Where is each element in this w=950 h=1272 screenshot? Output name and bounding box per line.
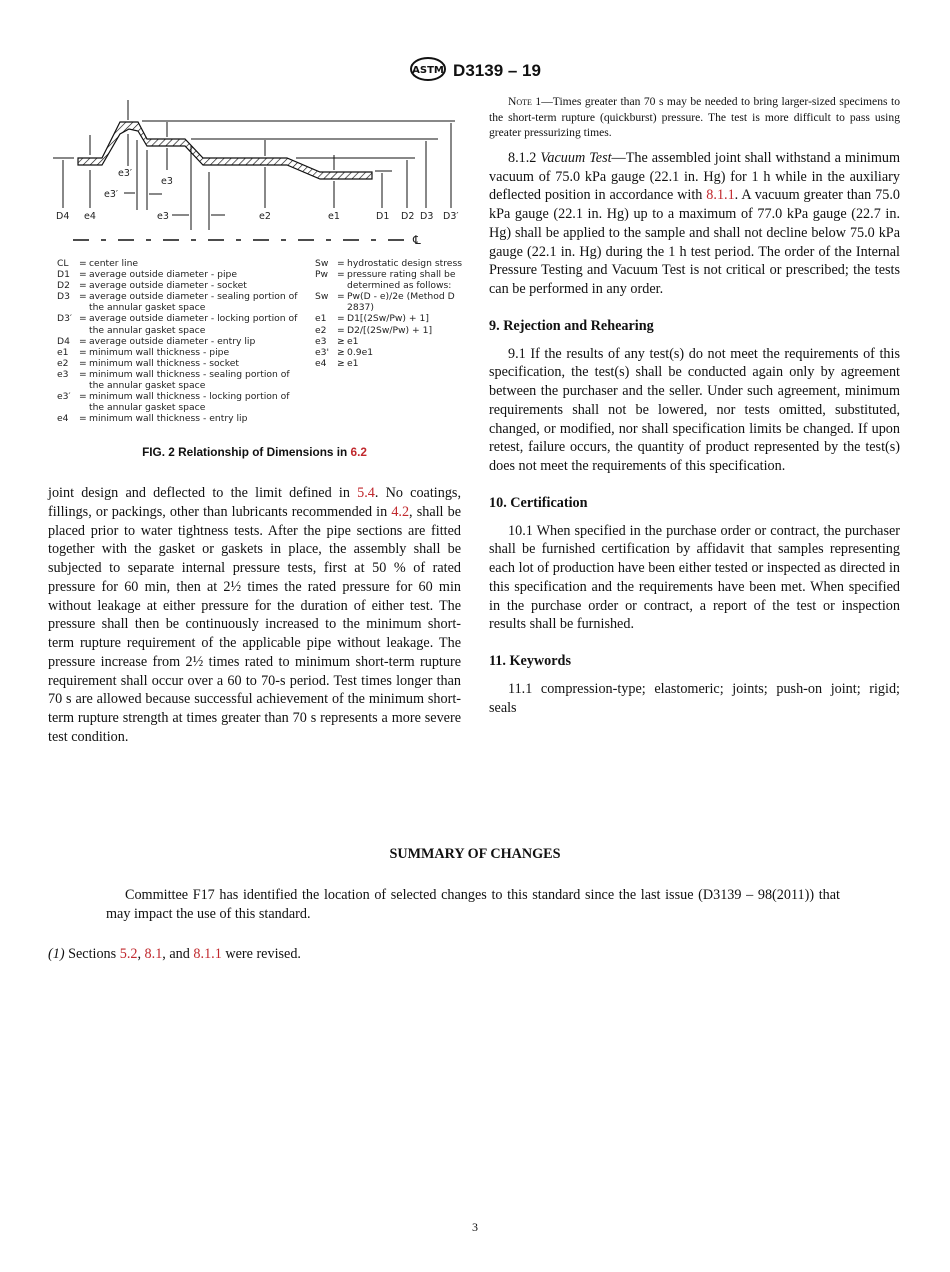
legend-text: D2/[(2Sw/Pw) + 1] [347,324,433,336]
legend-entry [315,347,480,358]
link-5-4[interactable]: 5.4 [357,485,375,501]
legend-entry [315,313,480,324]
legend-text: e1 [347,357,359,369]
legend-symbol: e4 [315,357,327,369]
legend-equals: = [337,291,345,303]
text: Sections [64,946,120,962]
left-column [48,484,461,747]
legend-equals: ≥ [337,346,345,358]
link-5-2[interactable]: 5.2 [119,946,138,962]
svg-text:e2: e2 [259,211,271,222]
section-10-1: 10.1 When specified in the purchase order or contract, the purchaser shall be furnished certification by affidavit that samples representing each lot of production have been either tested or inspected as directed in this specification and the requirements have been met. When specified in the purchase order or contract, a report of the test or inspection results shall be furnished. [489,522,900,633]
text: —The assembled joint shall withstand a minimum vacuum of 75.0 kPa gauge (22.1 in. Hg) for 1 h while in the auxiliary deflected position in accordance with [489,149,901,204]
legend-entry [57,291,307,313]
link-4-2[interactable]: 4.2 [391,503,410,520]
svg-text:e3: e3 [161,176,173,187]
legend-symbol: e3 [315,335,327,347]
legend-left [57,258,307,424]
legend-text: average outside diameter - locking portion of the annular gasket space [89,313,298,336]
legend-equals: = [337,269,345,281]
legend-entry [315,358,480,369]
legend-text: average outside diameter - sealing portion of the annular gasket space [89,291,298,314]
heading-rejection: 9. Rejection and Rehearing [489,317,654,334]
legend-equals: = [337,324,345,336]
legend-symbol: e3′ [57,391,71,403]
svg-text:e1: e1 [328,211,340,222]
figure-labels [56,168,459,247]
legend-text: minimum wall thickness - socket [89,357,239,369]
legend-symbol: e1 [57,346,69,358]
svg-text:D2: D2 [401,211,415,222]
paragraph-test-procedure [48,484,461,747]
svg-text:D1: D1 [376,211,390,222]
legend-text: minimum wall thickness - sealing portion of the annular gasket space [89,368,290,392]
legend-text: average outside diameter - socket [89,280,247,292]
legend-equals: = [79,291,87,303]
legend-text: Pw(D - e)/2e (Method D 2837) [347,291,455,314]
legend-text: center line [89,258,139,269]
note-label: Note 1 [508,95,542,108]
summary-item [48,946,301,963]
text: joint design and deflected to the limit defined in [48,485,358,501]
legend-text: average outside diameter - entry lip [89,335,256,347]
legend-text: hydrostatic design stress [347,258,463,269]
svg-text:e3′: e3′ [118,168,133,179]
summary-title: SUMMARY OF CHANGES [389,846,561,862]
item-number: (1) [48,946,65,962]
legend-text: average outside diameter - pipe [89,269,237,281]
legend-symbol: e3' [315,346,330,358]
section-9-1: 9.1 If the results of any test(s) do not meet the requirements of this specification, the test(s) shall be conducted again only by agreement between the purchaser and the seller. Under such agreement, minimum requirements shall not be lowered, nor tests omitted, substituted, changed, or modified, nor shall specification limits be changed. If upon retest, failure occurs, the quantity of product represented by the test(s) does not meet the requirements of this specification. [489,345,900,475]
legend-entry [57,358,307,369]
svg-text:e3: e3 [157,211,169,222]
link-8-1[interactable]: 8.1 [144,946,163,962]
legend-entry [315,325,480,336]
legend-symbol: e2 [57,357,69,369]
link-8-1-1[interactable]: 8.1.1 [193,946,222,962]
summary-text: Committee F17 has identified the location of selected changes to this standard since the last issue (D3139 – 98(2011)) that may impact the use of this standard. [106,887,840,922]
legend-equals: = [79,335,87,347]
legend-equals: = [79,280,87,292]
legend-text: minimum wall thickness - pipe [89,346,230,358]
legend-equals: = [79,258,87,269]
legend-entry [57,413,307,424]
legend-symbol: D3 [57,291,70,303]
legend-symbol: CL [57,258,69,269]
legend-equals: = [79,413,87,425]
svg-text:℄: ℄ [413,233,421,247]
legend-symbol: D3′ [57,313,73,325]
legend-entry [57,280,307,291]
legend-equals: = [79,313,87,325]
note-1 [489,94,900,141]
svg-text:D3′: D3′ [443,211,459,222]
legend-text: 0.9e1 [347,346,374,358]
text: , shall be placed prior to water tightness tests. After the pipe sections are fitted together with the gasket or gaskets in place, the assembly shall be subjected to separate internal pressure tests, first at 50 % of rated pressure for 60 min, then at 2½ times the rated pressure for 60 min without leakage at either pressure for the duration of either test. The pressure shall then be continuously increased to the minimum short-term rupture requirement of the applicable pipe without leakage. The pressure increase from 2½ times rated to minimum short-term rupture requirement shall occur over a 60 to 70-s period. Test times longer than 70 s are allowed because successful achievement of the minimum short-term rupture strength at times greater than 70 s represents a more severe test condition. [48,503,461,745]
legend-text: D1[(2Sw/Pw) + 1] [347,313,429,325]
legend-equals: = [79,368,87,380]
legend-equals: ≥ [337,357,345,369]
legend-equals: = [337,258,345,269]
legend-entry [57,258,307,269]
legend-symbol: e4 [57,413,69,425]
heading-certification: 10. Certification [489,494,588,511]
text: . A vacuum greater than 75.0 kPa gauge (22.1 in. Hg) up to a maximum of 77.0 kPa gauge (22.7 in. Hg) shall be applied to the sample and shall not decline below 75.0 kPa gauge (22.1 in. Hg) during the 1 h test period. The order of the Internal Pressure Testing and Vacuum Test is not critical or prescribed; the tests can be performed in any order. [489,187,900,298]
legend-entry [57,391,307,413]
text: were revised. [221,946,301,962]
section-number: 8.1.2 [508,149,541,166]
caption-link[interactable]: 6.2 [350,445,367,459]
text: , [137,946,145,962]
svg-text:e3′: e3′ [104,189,119,200]
page-number: 3 [472,1220,478,1234]
svg-text:D3: D3 [420,211,434,222]
legend-symbol: Sw [315,291,329,303]
section-title: Vacuum Test [540,149,612,166]
legend-symbol: D1 [57,269,70,281]
note-text: —Times greater than 70 s may be needed to bring larger-sized specimens to the short-term rupture (quickburst) pressure. The test is more difficult to pass using greater pressurizing times. [489,95,900,140]
legend-text: minimum wall thickness - locking portion of the annular gasket space [89,391,290,414]
legend-symbol: D4 [57,335,70,347]
legend-text: e1 [347,335,359,347]
legend-entry [315,269,480,291]
svg-text:ASTM: ASTM [412,65,444,76]
heading-keywords: 11. Keywords [489,653,571,670]
legend-entry [315,291,480,313]
text: , and [162,946,194,962]
figure-caption [48,445,461,459]
legend-right [315,258,480,369]
section-8-1-2 [489,149,900,299]
legend-equals: = [337,313,345,325]
legend-equals: = [79,269,87,281]
legend-equals: = [79,391,87,403]
legend-entry [57,313,307,335]
caption-text: FIG. 2 Relationship of Dimensions in [142,445,351,459]
svg-text:e4: e4 [84,211,96,222]
designation: D3139 – 19 [453,60,541,80]
legend-equals: = [79,357,87,369]
text: . No coatings, fillings, or packings, other than lubricants recommended in [48,485,461,520]
legend-symbol: e1 [315,313,327,325]
legend-entry [57,269,307,280]
legend-entry [315,258,480,269]
legend-symbol: Sw [315,258,329,269]
section-11-1: 11.1 compression-type; elastomeric; joints; push-on joint; rigid; seals [489,680,900,716]
legend-entry [57,347,307,358]
legend-symbol: e2 [315,324,327,336]
legend-entry [315,336,480,347]
svg-text:D4: D4 [56,211,70,222]
legend-entry [57,369,307,391]
legend-equals: = [79,346,87,358]
legend-equals: ≥ [337,335,345,347]
legend-symbol: D2 [57,280,70,292]
dimension-lines [53,100,455,240]
legend-text: pressure rating shall be determined as follows: [347,269,456,292]
legend-symbol: e3 [57,368,69,380]
legend-text: minimum wall thickness - entry lip [89,413,248,425]
legend-entry [57,336,307,347]
figure-2-diagram [0,0,480,260]
legend-symbol: Pw [315,269,329,281]
right-column [489,94,900,717]
link-8-1-1[interactable]: 8.1.1 [706,187,735,204]
